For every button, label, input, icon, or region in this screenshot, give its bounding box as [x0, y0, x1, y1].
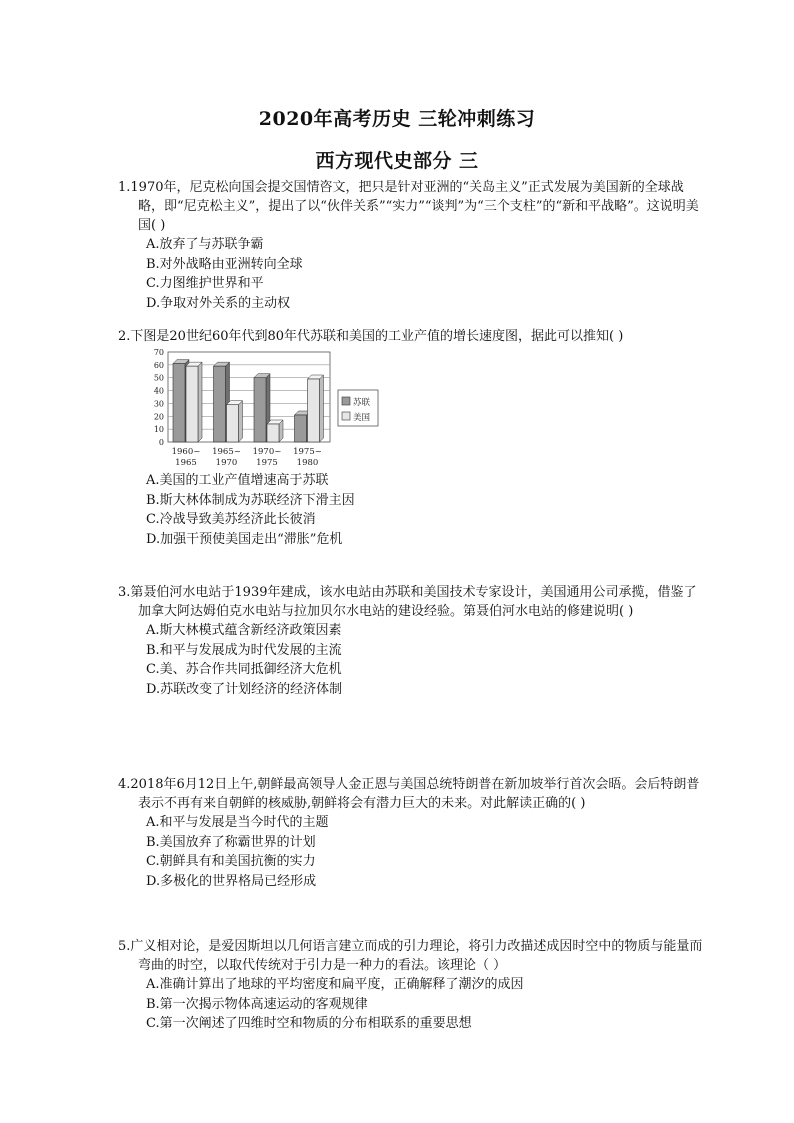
question-stem — [118, 327, 708, 346]
bar — [254, 378, 266, 442]
x-tick-label: 1970~ — [252, 447, 282, 457]
bar-side — [320, 375, 324, 442]
question-text: 第聂伯河水电站于1939年建成，该水电站由苏联和美国技术专家设计，美国通用公司承揽，借鉴了加拿大阿达姆伯克水电站与拉加贝尔水电站的建设经验。第聂伯河水电站的修建说明( ) — [130, 585, 697, 619]
option-c: C.第一次阐述了四维时空和物质的分布相联系的重要思想 — [146, 1016, 472, 1031]
question-stem — [118, 583, 708, 621]
option-a: A.放弃了与苏联争霸 — [146, 237, 264, 252]
y-tick-label: 50 — [153, 373, 164, 383]
question-text: 2018年6月12日上午,朝鲜最高领导人金正恩与美国总统特朗普在新加坡举行首次会晤。会后特朗普表示不再有来自朝鲜的核威胁,朝鲜将会有潜力巨大的未来。对此解读正确的( ) — [130, 777, 700, 811]
x-tick-label: 1975 — [256, 458, 278, 468]
option-a: A.斯大林模式蕴含新经济政策因素 — [146, 623, 342, 638]
option-d: D.多极化的世界格局已经形成 — [146, 873, 317, 889]
question-5 — [118, 937, 708, 1034]
bar — [173, 364, 185, 442]
option-c: C.朝鲜具有和美国抗衡的实力 — [146, 854, 316, 869]
bar-side — [198, 362, 202, 442]
x-tick-label: 1965 — [175, 458, 197, 468]
question-4 — [118, 775, 708, 891]
option-a: A.准确计算出了地球的平均密度和扁平度，正确解释了潮汐的成因 — [146, 977, 524, 992]
bar — [308, 379, 320, 442]
bar — [186, 366, 198, 442]
question-stem — [118, 178, 708, 235]
option-b: B.斯大林体制成为苏联经济下滑主因 — [146, 492, 355, 508]
option-c: C.美、苏合作共同抵御经济大危机 — [146, 662, 342, 677]
question-text: 1970年，尼克松向国会提交国情咨文，把只是针对亚洲的“关岛主义”正式发展为美国新的全球战略，即“尼克松主义”，提出了以“伙伴关系”“实力”“谈判”为“三个支柱”的“新和平战略”。这说明美国( ) — [130, 180, 699, 233]
legend-label: 美国 — [353, 413, 371, 423]
document-subtitle: 西方现代史部分 三 — [315, 150, 479, 172]
legend-swatch — [342, 412, 350, 420]
option-d: D.争取对外关系的主动权 — [146, 295, 291, 311]
question-stem — [118, 937, 708, 975]
y-tick-label: 20 — [153, 412, 164, 422]
option-c: C.力图维护世界和平 — [146, 276, 264, 291]
option-c: C.冷战导致美苏经济此长彼消 — [146, 512, 316, 527]
y-tick-label: 0 — [158, 438, 164, 447]
option-d: D.苏联改变了计划经济的经济体制 — [146, 681, 343, 697]
document-title: 2020年高考历史 三轮冲刺练习 — [258, 108, 536, 130]
question-number: 1. — [118, 180, 131, 195]
x-tick-label: 1965~ — [212, 447, 241, 457]
bar — [295, 415, 307, 442]
question-text: 下图是20世纪60年代到80年代苏联和美国的工业产值的增长速度图，据此可以推知( ) — [130, 329, 624, 344]
x-tick-label: 1975~ — [293, 447, 322, 457]
x-tick-label: 1980 — [296, 458, 319, 468]
option-b: B.和平与发展成为时代发展的主流 — [146, 642, 342, 658]
bar-side — [239, 401, 243, 442]
option-a: A.美国的工业产值增速高于苏联 — [146, 473, 329, 488]
question-stem — [118, 775, 708, 813]
option-b: B.美国放弃了称霸世界的计划 — [146, 834, 316, 850]
y-tick-label: 40 — [153, 386, 164, 396]
legend-label: 苏联 — [353, 398, 371, 408]
question-3 — [118, 583, 708, 699]
question-number: 5. — [118, 939, 131, 954]
question-number: 2. — [118, 329, 131, 344]
question-text: 广义相对论，是爱因斯坦以几何语言建立而成的引力理论，将引力改描述成因时空中的物质与能量而弯曲的时空，以取代传统对于引力是一种力的看法。该理论（ ） — [130, 939, 703, 973]
bar — [214, 366, 226, 442]
question-1 — [118, 178, 708, 313]
question-number: 4. — [118, 777, 131, 792]
legend-swatch — [342, 397, 350, 405]
growth-bar-chart — [138, 348, 388, 472]
y-tick-label: 70 — [153, 348, 164, 357]
bar — [227, 405, 239, 442]
x-tick-label: 1970 — [215, 458, 238, 468]
option-b: B.第一次揭示物体高速运动的客观规律 — [146, 996, 368, 1012]
y-tick-label: 10 — [153, 425, 164, 435]
option-a: A.和平与发展是当今时代的主题 — [146, 815, 329, 830]
y-tick-label: 60 — [153, 360, 164, 370]
bar — [267, 424, 279, 442]
x-tick-label: 1960~ — [171, 447, 201, 457]
question-number: 3. — [118, 585, 131, 600]
y-tick-label: 30 — [153, 399, 164, 409]
option-d: D.加强干预使美国走出“滞胀”危机 — [146, 531, 343, 547]
option-b: B.对外战略由亚洲转向全球 — [146, 256, 303, 272]
